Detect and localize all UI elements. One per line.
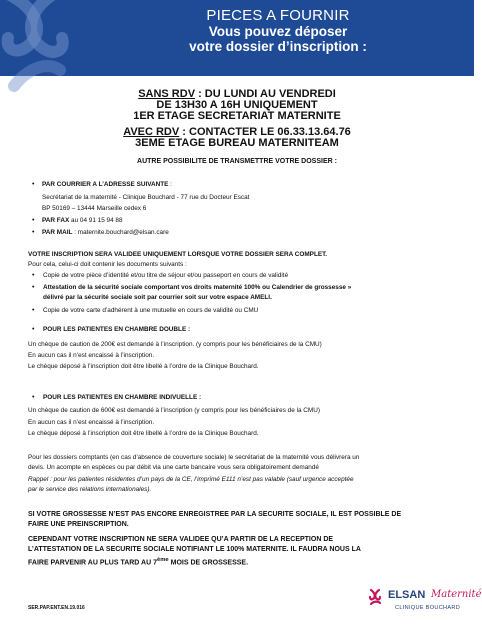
bullet-icon: • [32,326,35,333]
elsan-maternite-logo [368,589,482,619]
double-room-line-2: En aucun cas il n’est encaissé à l’inscription. [28,352,155,359]
document-item-attestation-cont: délivré par la sécurité sociale soit par courrier soit sur votre espace AMELI. [43,294,272,301]
header-banner [0,0,474,76]
banner-subtitle-1: Vous pouvez déposer [208,24,348,39]
bullet-icon: • [32,284,35,291]
avec-rdv-phone: : CONTACTER LE 06.33.13.64.76 [179,126,351,138]
bullet-icon: • [32,307,35,314]
fax-line [42,216,123,226]
banner-text [90,7,466,54]
sans-rdv-hours: DE 13H30 A 16H UNIQUEMENT [156,99,318,111]
cash-line-1: Pour les dossiers comptants (en cas d’absence de couverture sociale) le secrétariat de la maternité vous délivrera un [28,454,360,461]
document-reference: SER.PAP.ENT.EN.19.016 [28,605,85,611]
double-room-line-1: Un chèque de caution de 200€ est demandé à l’inscription. (y compris pour les bénéficiaires de la CMU) [28,341,322,348]
single-room-line-2: En aucun cas il n’est encaissé à l’inscription. [28,419,155,426]
bullet-icon: • [32,229,35,236]
avec-rdv-block [0,127,474,149]
mail-line [42,228,169,238]
single-room-line-1: Un chèque de caution de 600€ est demandé à l’inscription (y compris pour les bénéficiaires de la CMU) [28,407,320,414]
avec-rdv-label: AVEC RDV [123,126,180,138]
fax-label: PAR FAX [42,217,70,224]
address-line-2: BP 50169 – 13444 Marseille cedex 6 [42,205,147,212]
elsan-mark-icon [368,589,384,605]
validation-intro: Pour cela, celui-ci doit contenir les documents suivants : [28,261,187,268]
sans-rdv-location: 1ER ETAGE SECRETARIAT MATERNITE [133,110,341,122]
sans-rdv-block [0,89,474,122]
document-item-mutuelle: Copie de votre carte d’adhérent à une mutuelle en cours de validité ou CMU [43,307,259,314]
elsan-logo-watermark-icon [0,0,90,76]
single-room-line-3: Le chèque déposé à l’inscription doit être libellé à l’ordre de la Clinique Bouchard. [28,430,259,437]
rappel-line-2: par le service des relations internationales). [28,486,152,493]
address-line-1: Secrétariat de la maternité - Clinique Bouchard - 77 rue du Docteur Escat [42,194,250,201]
mail-address: : maternite.bouchard@elsan.care [72,229,169,236]
bullet-icon: • [32,181,35,188]
mail-label: PAR MAIL [42,229,73,236]
banner-subtitle-2: votre dossier d’inscription : [189,39,367,54]
bullet-icon: • [32,272,35,279]
single-room-heading: POUR LES PATIENTES EN CHAMBRE INDIVUELLE : [43,394,202,401]
cash-line-2: devis. Un acompte en espèces ou par débit via une carte bancaire vous sera obligatoirement demandé [28,464,319,471]
rappel-line-1: Rappel : pour les patientes résidentes d’un pays de la CE, l’imprimé E111 n’est pas valable (sauf urgence acceptée [28,476,354,483]
validation-notice: CEPENDANT VOTRE INSCRIPTION NE SERA VALIDEE QU’A PARTIR DE LA RECEPTION DE L’ATTESTATION DE LA SECURITE SOCIALE NOTIFIANT LE 100% MATERNITE. IL FAUDRA NOUS LA FAIRE PARVENIR AU PLUS TARD AU 7ème MOIS DE GROSSESSE. [28,536,361,567]
courrier-line: PAR COURRIER A L’ADRESSE SUIVANTE : [42,181,172,188]
brand-name: ELSAN [388,589,426,601]
sans-rdv-days: : DU LUNDI AU VENDREDI [195,88,336,100]
clinic-name: CLINIQUE BOUCHARD [395,605,461,611]
avec-rdv-location: 3EME ETAGE BUREAU MATERNITEAM [135,137,339,149]
document-item-attestation: Attestation de la sécurité sociale comportant vos droits maternité 100% ou Calendrier de grossesse » [43,284,352,291]
bullet-icon: • [32,394,35,401]
brand-maternite: Maternité [431,589,482,600]
bullet-icon: • [32,217,35,224]
document-item-identity: Copie de votre pièce d’identité et/ou titre de séjour et/ou passeport en cours de validité [43,272,289,279]
page-title: PIECES A FOURNIR [206,7,350,24]
transmit-heading: AUTRE POSSIBILITE DE TRANSMETTRE VOTRE DOSSIER : [137,158,337,165]
double-room-heading: POUR LES PATIENTES EN CHAMBRE DOUBLE : [43,326,191,333]
courrier-label: PAR COURRIER A L’ADRESSE SUIVANTE [42,181,169,188]
preinscription-notice: SI VOTRE GROSSESSE N’EST PAS ENCORE ENREGISTREE PAR LA SECURITE SOCIALE, IL EST POSSIBLE DE FAIRE UNE PREINSCRIPTION. [28,511,402,528]
fax-number: au 04 91 15 94 88 [69,217,123,224]
double-room-line-3: Le chèque déposé à l’inscription doit être libellé à l’ordre de la Clinique Bouchard. [28,363,259,370]
validation-heading: VOTRE INSCRIPTION SERA VALIDEE UNIQUEMENT LORSQUE VOTRE DOSSIER SERA COMPLET. [28,251,328,258]
sans-rdv-label: SANS RDV [138,88,196,100]
